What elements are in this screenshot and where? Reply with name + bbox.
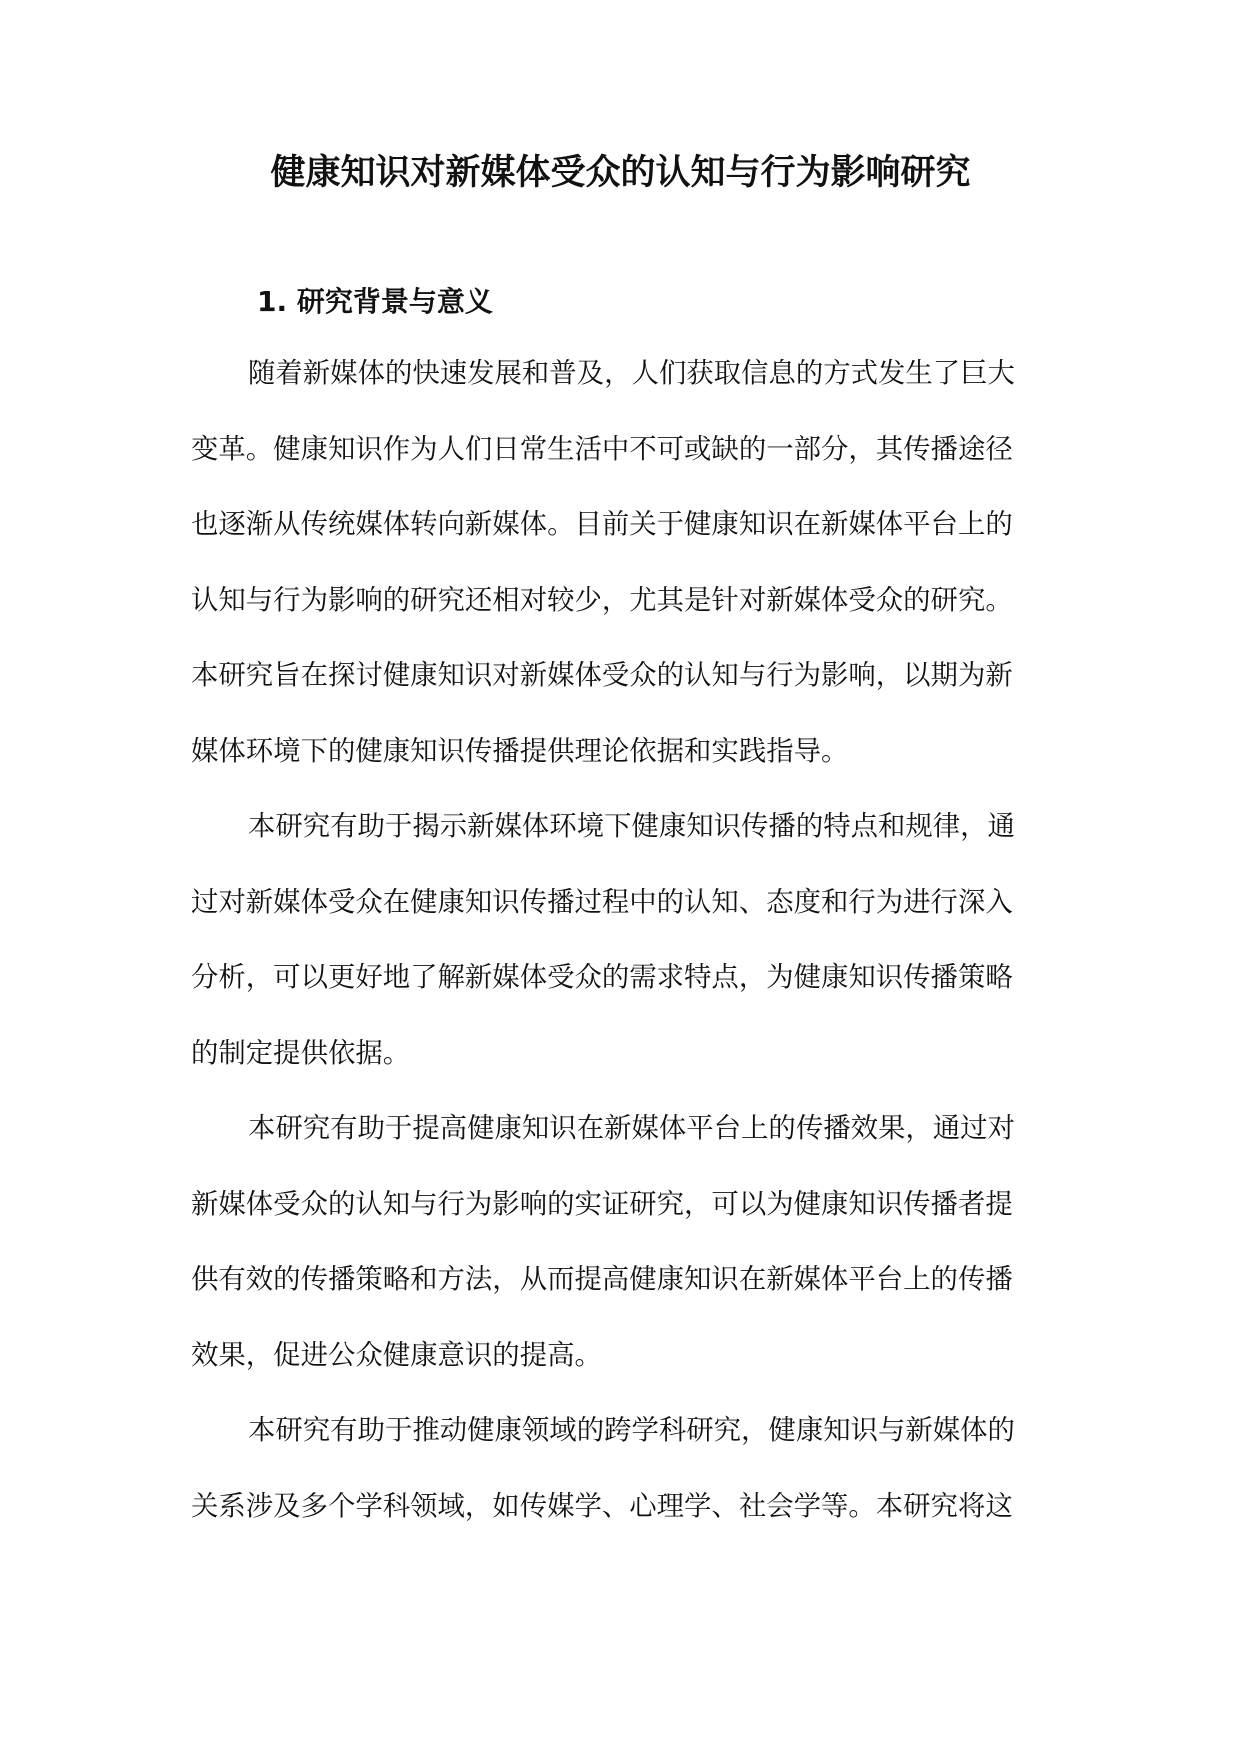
paragraph-2 (191, 789, 1051, 1091)
paragraph-line: 随着新媒体的快速发展和普及，人们获取信息的方式发生了巨大 (248, 358, 1015, 389)
paragraph-line: 关系涉及多个学科领域，如传媒学、心理学、社会学等。本研究将这 (191, 1490, 1013, 1522)
paragraph-line: 供有效的传播策略和方法，从而提高健康知识在新媒体平台上的传播 (191, 1264, 1013, 1296)
paragraph-line: 过对新媒体受众在健康知识传播过程中的认知、态度和行为进行深入 (191, 886, 1013, 918)
paragraph-3 (191, 1091, 1051, 1393)
paragraph-line: 本研究旨在探讨健康知识对新媒体受众的认知与行为影响，以期为新 (191, 660, 1013, 692)
section-heading: 1. 研究背景与意义 (257, 285, 493, 318)
paragraph-line: 认知与行为影响的研究还相对较少，尤其是针对新媒体受众的研究。 (191, 584, 1013, 616)
paragraph-1 (191, 336, 1051, 790)
paragraph-line: 本研究有助于揭示新媒体环境下健康知识传播的特点和规律，通 (248, 811, 1015, 842)
paragraph-4 (191, 1393, 1051, 1544)
paragraph-line: 媒体环境下的健康知识传播提供理论依据和实践指导。 (191, 735, 849, 767)
document-title: 健康知识对新媒体受众的认知与行为影响研究 (270, 153, 971, 193)
paragraph-line: 效果，促进公众健康意识的提高。 (191, 1339, 602, 1371)
paragraph-line: 的制定提供依据。 (191, 1037, 411, 1069)
paragraph-line: 也逐渐从传统媒体转向新媒体。目前关于健康知识在新媒体平台上的 (191, 509, 1013, 541)
paragraph-line: 本研究有助于推动健康领域的跨学科研究，健康知识与新媒体的 (248, 1415, 1015, 1446)
paragraph-line: 新媒体受众的认知与行为影响的实证研究，可以为健康知识传播者提 (191, 1188, 1013, 1220)
paragraph-line: 分析，可以更好地了解新媒体受众的需求特点，为健康知识传播策略 (191, 962, 1013, 994)
paragraph-line: 变革。健康知识作为人们日常生活中不可或缺的一部分，其传播途径 (191, 433, 1013, 465)
paragraph-line: 本研究有助于提高健康知识在新媒体平台上的传播效果，通过对 (248, 1113, 1015, 1144)
